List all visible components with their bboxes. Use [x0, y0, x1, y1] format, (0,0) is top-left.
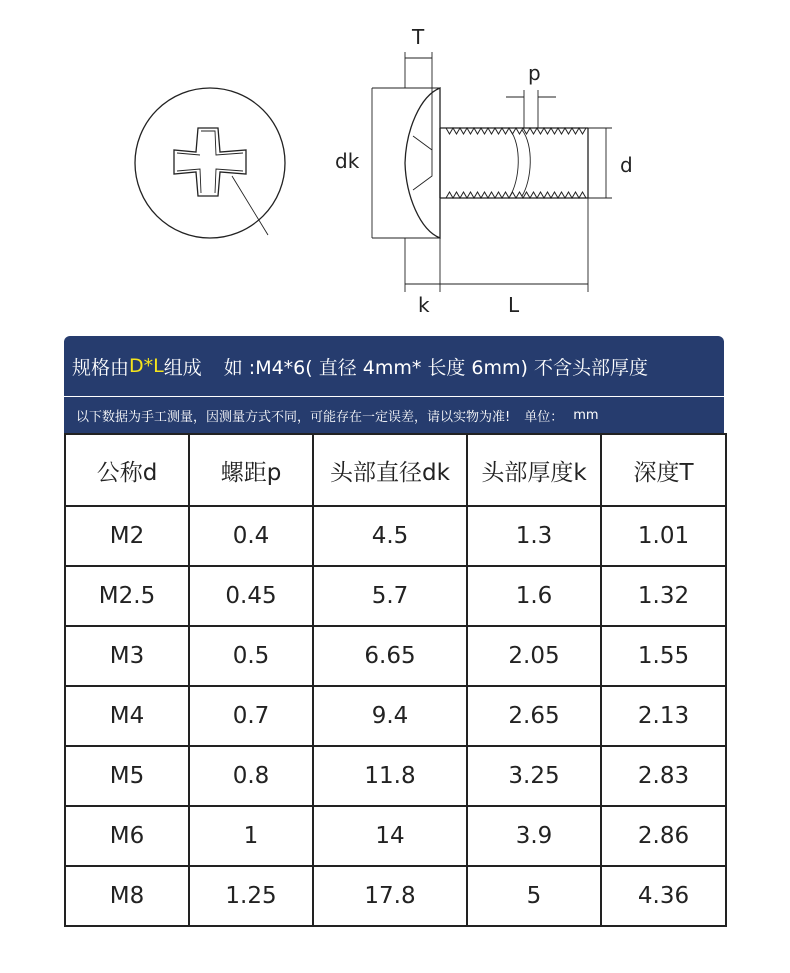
table-cell: M6	[65, 806, 189, 866]
table-cell: 1.01	[601, 506, 726, 566]
table-cell: 0.7	[189, 686, 313, 746]
table-cell: 4.5	[313, 506, 467, 566]
banner-suffix: 组成	[163, 356, 202, 379]
table-cell: M3	[65, 626, 189, 686]
table-cell: 1.25	[189, 866, 313, 926]
header-nominal-d: 公称d	[65, 434, 189, 506]
dimension-lines	[372, 52, 612, 292]
table-cell: 1.32	[601, 566, 726, 626]
table-cell: M5	[65, 746, 189, 806]
label-k: k	[418, 293, 430, 317]
label-T: T	[412, 25, 425, 49]
screw-side-view	[405, 88, 588, 238]
table-cell: 2.86	[601, 806, 726, 866]
table-cell: 2.65	[467, 686, 601, 746]
table-cell: 1.3	[467, 506, 601, 566]
table-cell: M2.5	[65, 566, 189, 626]
table-cell: 0.5	[189, 626, 313, 686]
table-cell: 5	[467, 866, 601, 926]
table-row	[65, 686, 726, 746]
table-cell: 6.65	[313, 626, 467, 686]
spec-table	[64, 433, 727, 927]
table-row	[65, 506, 726, 566]
table-cell: 5.7	[313, 566, 467, 626]
header-depth-T: 深度T	[601, 434, 726, 506]
table-cell: 17.8	[313, 866, 467, 926]
table-header-row	[65, 434, 726, 506]
banner-example: 如 :M4*6( 直径 4mm* 长度 6mm) 不含头部厚度	[223, 356, 648, 379]
table-cell: 9.4	[313, 686, 467, 746]
unit-label: 单位：	[524, 409, 564, 425]
label-L: L	[508, 293, 520, 317]
table-cell: M8	[65, 866, 189, 926]
label-dk: dk	[335, 149, 360, 173]
screw-diagram	[0, 0, 790, 330]
table-row	[65, 626, 726, 686]
table-cell: 4.36	[601, 866, 726, 926]
table-row	[65, 746, 726, 806]
head-top-view	[135, 88, 285, 238]
banner-highlight: D*L	[129, 355, 164, 377]
table-cell: 3.9	[467, 806, 601, 866]
table-cell: 2.83	[601, 746, 726, 806]
label-p: p	[528, 61, 541, 85]
measurement-note	[64, 397, 724, 433]
table-cell: 2.05	[467, 626, 601, 686]
table-cell: 1.6	[467, 566, 601, 626]
table-cell: 0.8	[189, 746, 313, 806]
spec-banner	[64, 336, 724, 396]
note-text: 以下数据为手工测量，因测量方式不同，可能存在一定误差，请以实物为准!	[76, 409, 511, 425]
header-pitch-p: 螺距p	[189, 434, 313, 506]
table-cell: 2.13	[601, 686, 726, 746]
table-cell: M4	[65, 686, 189, 746]
table-cell: 14	[313, 806, 467, 866]
table-cell: 1	[189, 806, 313, 866]
table-row	[65, 866, 726, 926]
table-row	[65, 806, 726, 866]
table-cell: 1.55	[601, 626, 726, 686]
table-cell: 0.4	[189, 506, 313, 566]
header-head-thickness-k: 头部厚度k	[467, 434, 601, 506]
table-cell: 11.8	[313, 746, 467, 806]
table-cell: 3.25	[467, 746, 601, 806]
table-row	[65, 566, 726, 626]
banner-prefix: 规格由	[72, 356, 130, 379]
table-cell: M2	[65, 506, 189, 566]
unit-value: mm	[573, 407, 599, 423]
table-cell: 0.45	[189, 566, 313, 626]
label-d: d	[620, 153, 633, 177]
header-head-diameter-dk: 头部直径dk	[313, 434, 467, 506]
